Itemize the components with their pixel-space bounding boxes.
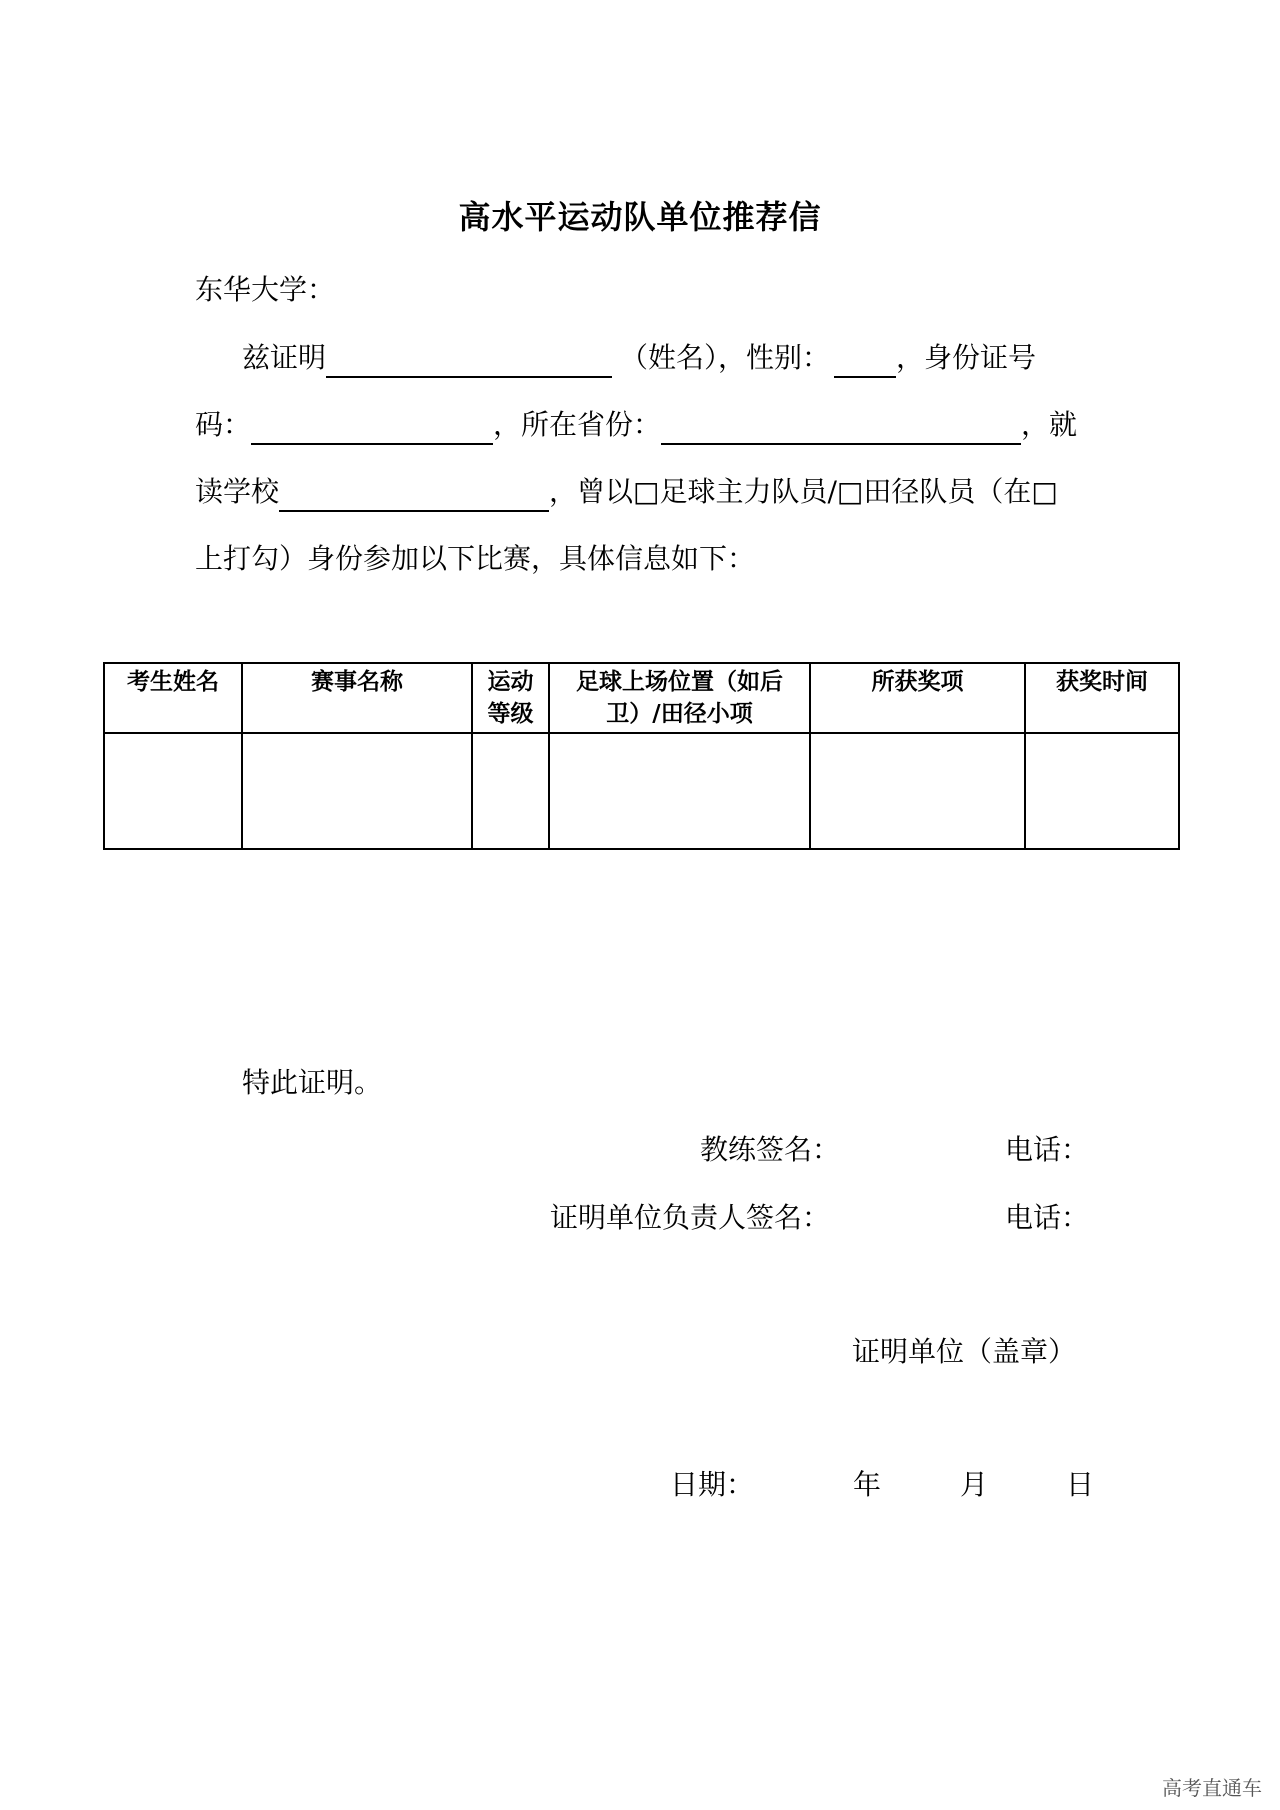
header-award-time: 获奖时间 (1025, 663, 1179, 733)
competition-table (103, 662, 1180, 850)
cell-award-time[interactable] (1025, 733, 1179, 849)
gender-blank[interactable] (834, 344, 896, 378)
school-label: 读学校 (195, 475, 280, 508)
month-label: 月 (960, 1468, 989, 1501)
certify-prefix: 兹证明 (242, 341, 327, 374)
coach-signature-label: 教练签名： (700, 1133, 841, 1166)
cell-student-name[interactable] (104, 733, 242, 849)
date-label: 日期： (670, 1468, 755, 1501)
header-sport-level: 运动等级 (472, 663, 549, 733)
role-text: ，曾以□足球主力队员/□田径队员（在□ (549, 475, 1058, 508)
province-blank[interactable] (661, 411, 1021, 445)
province-label: ，所在省份： (493, 408, 662, 441)
header-award: 所获奖项 (810, 663, 1025, 733)
coach-phone-label: 电话： (1005, 1133, 1090, 1166)
year-label: 年 (853, 1468, 882, 1501)
table-row (104, 733, 1179, 849)
line-2-suffix: ，就 (1021, 408, 1078, 441)
body-line-4: 上打勾）身份参加以下比赛，具体信息如下： (195, 542, 756, 575)
leader-signature-label: 证明单位负责人签名： (550, 1201, 831, 1234)
body-line-2 (195, 405, 1077, 445)
header-competition-name: 赛事名称 (242, 663, 472, 733)
salutation: 东华大学： (195, 273, 336, 306)
cell-position-event[interactable] (549, 733, 810, 849)
body-line-3 (195, 472, 1058, 512)
seal-label: 证明单位（盖章） (852, 1335, 1077, 1368)
document-title: 高水平运动队单位推荐信 (458, 198, 822, 236)
cell-award[interactable] (810, 733, 1025, 849)
leader-phone-label: 电话： (1005, 1201, 1090, 1234)
table-header-row (104, 663, 1179, 733)
id-number-blank[interactable] (251, 411, 493, 445)
watermark: 高考直通车 (1162, 1776, 1262, 1800)
header-position-event: 足球上场位置（如后卫）/田径小项 (549, 663, 810, 733)
body-line-1 (242, 338, 1036, 378)
id-prefix: 码： (195, 408, 252, 441)
cell-competition-name[interactable] (242, 733, 472, 849)
closing-text: 特此证明。 (242, 1066, 383, 1099)
name-blank[interactable] (326, 344, 612, 378)
header-student-name: 考生姓名 (104, 663, 242, 733)
id-label: ，身份证号 (896, 341, 1037, 374)
school-blank[interactable] (279, 478, 549, 512)
day-label: 日 (1066, 1468, 1095, 1501)
name-suffix: （姓名），性别： (620, 341, 831, 374)
cell-sport-level[interactable] (472, 733, 549, 849)
